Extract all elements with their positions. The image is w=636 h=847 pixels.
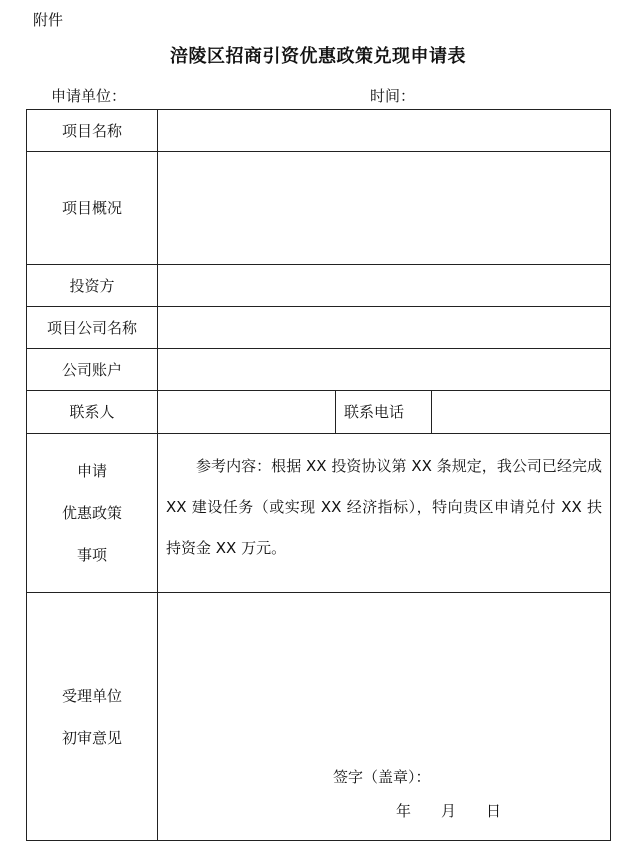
row-review-opinion bbox=[27, 593, 611, 841]
project-name-label: 项目名称 bbox=[27, 110, 158, 152]
attachment-label: 附件 bbox=[33, 11, 64, 29]
review-opinion-label bbox=[27, 593, 158, 841]
review-label-line1: 受理单位 bbox=[61, 686, 122, 705]
date-line bbox=[396, 801, 501, 821]
row-investor bbox=[27, 265, 611, 307]
project-overview-field[interactable] bbox=[158, 152, 611, 265]
row-apply-policy bbox=[27, 434, 611, 593]
row-project-name bbox=[27, 110, 611, 152]
project-company-label: 项目公司名称 bbox=[27, 307, 158, 349]
contact-person-label: 联系人 bbox=[27, 391, 158, 434]
date-month-label: 月 bbox=[441, 802, 457, 820]
apply-label-line1: 申请 bbox=[76, 462, 107, 480]
apply-policy-content[interactable] bbox=[158, 434, 611, 593]
company-account-field[interactable] bbox=[158, 349, 611, 391]
date-year-label: 年 bbox=[396, 802, 412, 820]
apply-policy-label bbox=[27, 434, 158, 593]
company-account-label: 公司账户 bbox=[27, 349, 158, 391]
review-label-line2: 初审意见 bbox=[61, 728, 122, 747]
row-project-overview bbox=[27, 152, 611, 265]
apply-content-text: 参考内容：根据 XX 投资协议第 XX 条规定，我公司已经完成 XX 建设任务（或实现 XX 经济指标），特向贵区申请兑付 XX 扶持资金 XX 万元。 bbox=[166, 457, 603, 557]
contact-phone-label: 联系电话 bbox=[336, 391, 432, 434]
project-overview-label: 项目概况 bbox=[27, 152, 158, 265]
apply-label-line3: 事项 bbox=[76, 546, 107, 564]
date-day-label: 日 bbox=[486, 802, 502, 820]
review-opinion-field[interactable] bbox=[158, 593, 611, 841]
project-name-field[interactable] bbox=[158, 110, 611, 152]
apply-label-line2: 优惠政策 bbox=[61, 504, 122, 522]
application-form-table bbox=[26, 109, 611, 841]
row-project-company bbox=[27, 307, 611, 349]
row-company-account bbox=[27, 349, 611, 391]
signature-label: 签字（盖章）： bbox=[333, 768, 431, 786]
investor-label: 投资方 bbox=[27, 265, 158, 307]
row-contact bbox=[27, 391, 611, 434]
page-title: 涪陵区招商引资优惠政策兑现申请表 bbox=[170, 46, 466, 67]
project-company-field[interactable] bbox=[158, 307, 611, 349]
applicant-unit-label: 申请单位： bbox=[51, 87, 127, 105]
contact-phone-field[interactable] bbox=[432, 391, 611, 434]
time-label: 时间： bbox=[370, 87, 416, 105]
contact-person-field[interactable] bbox=[158, 391, 336, 434]
investor-field[interactable] bbox=[158, 265, 611, 307]
